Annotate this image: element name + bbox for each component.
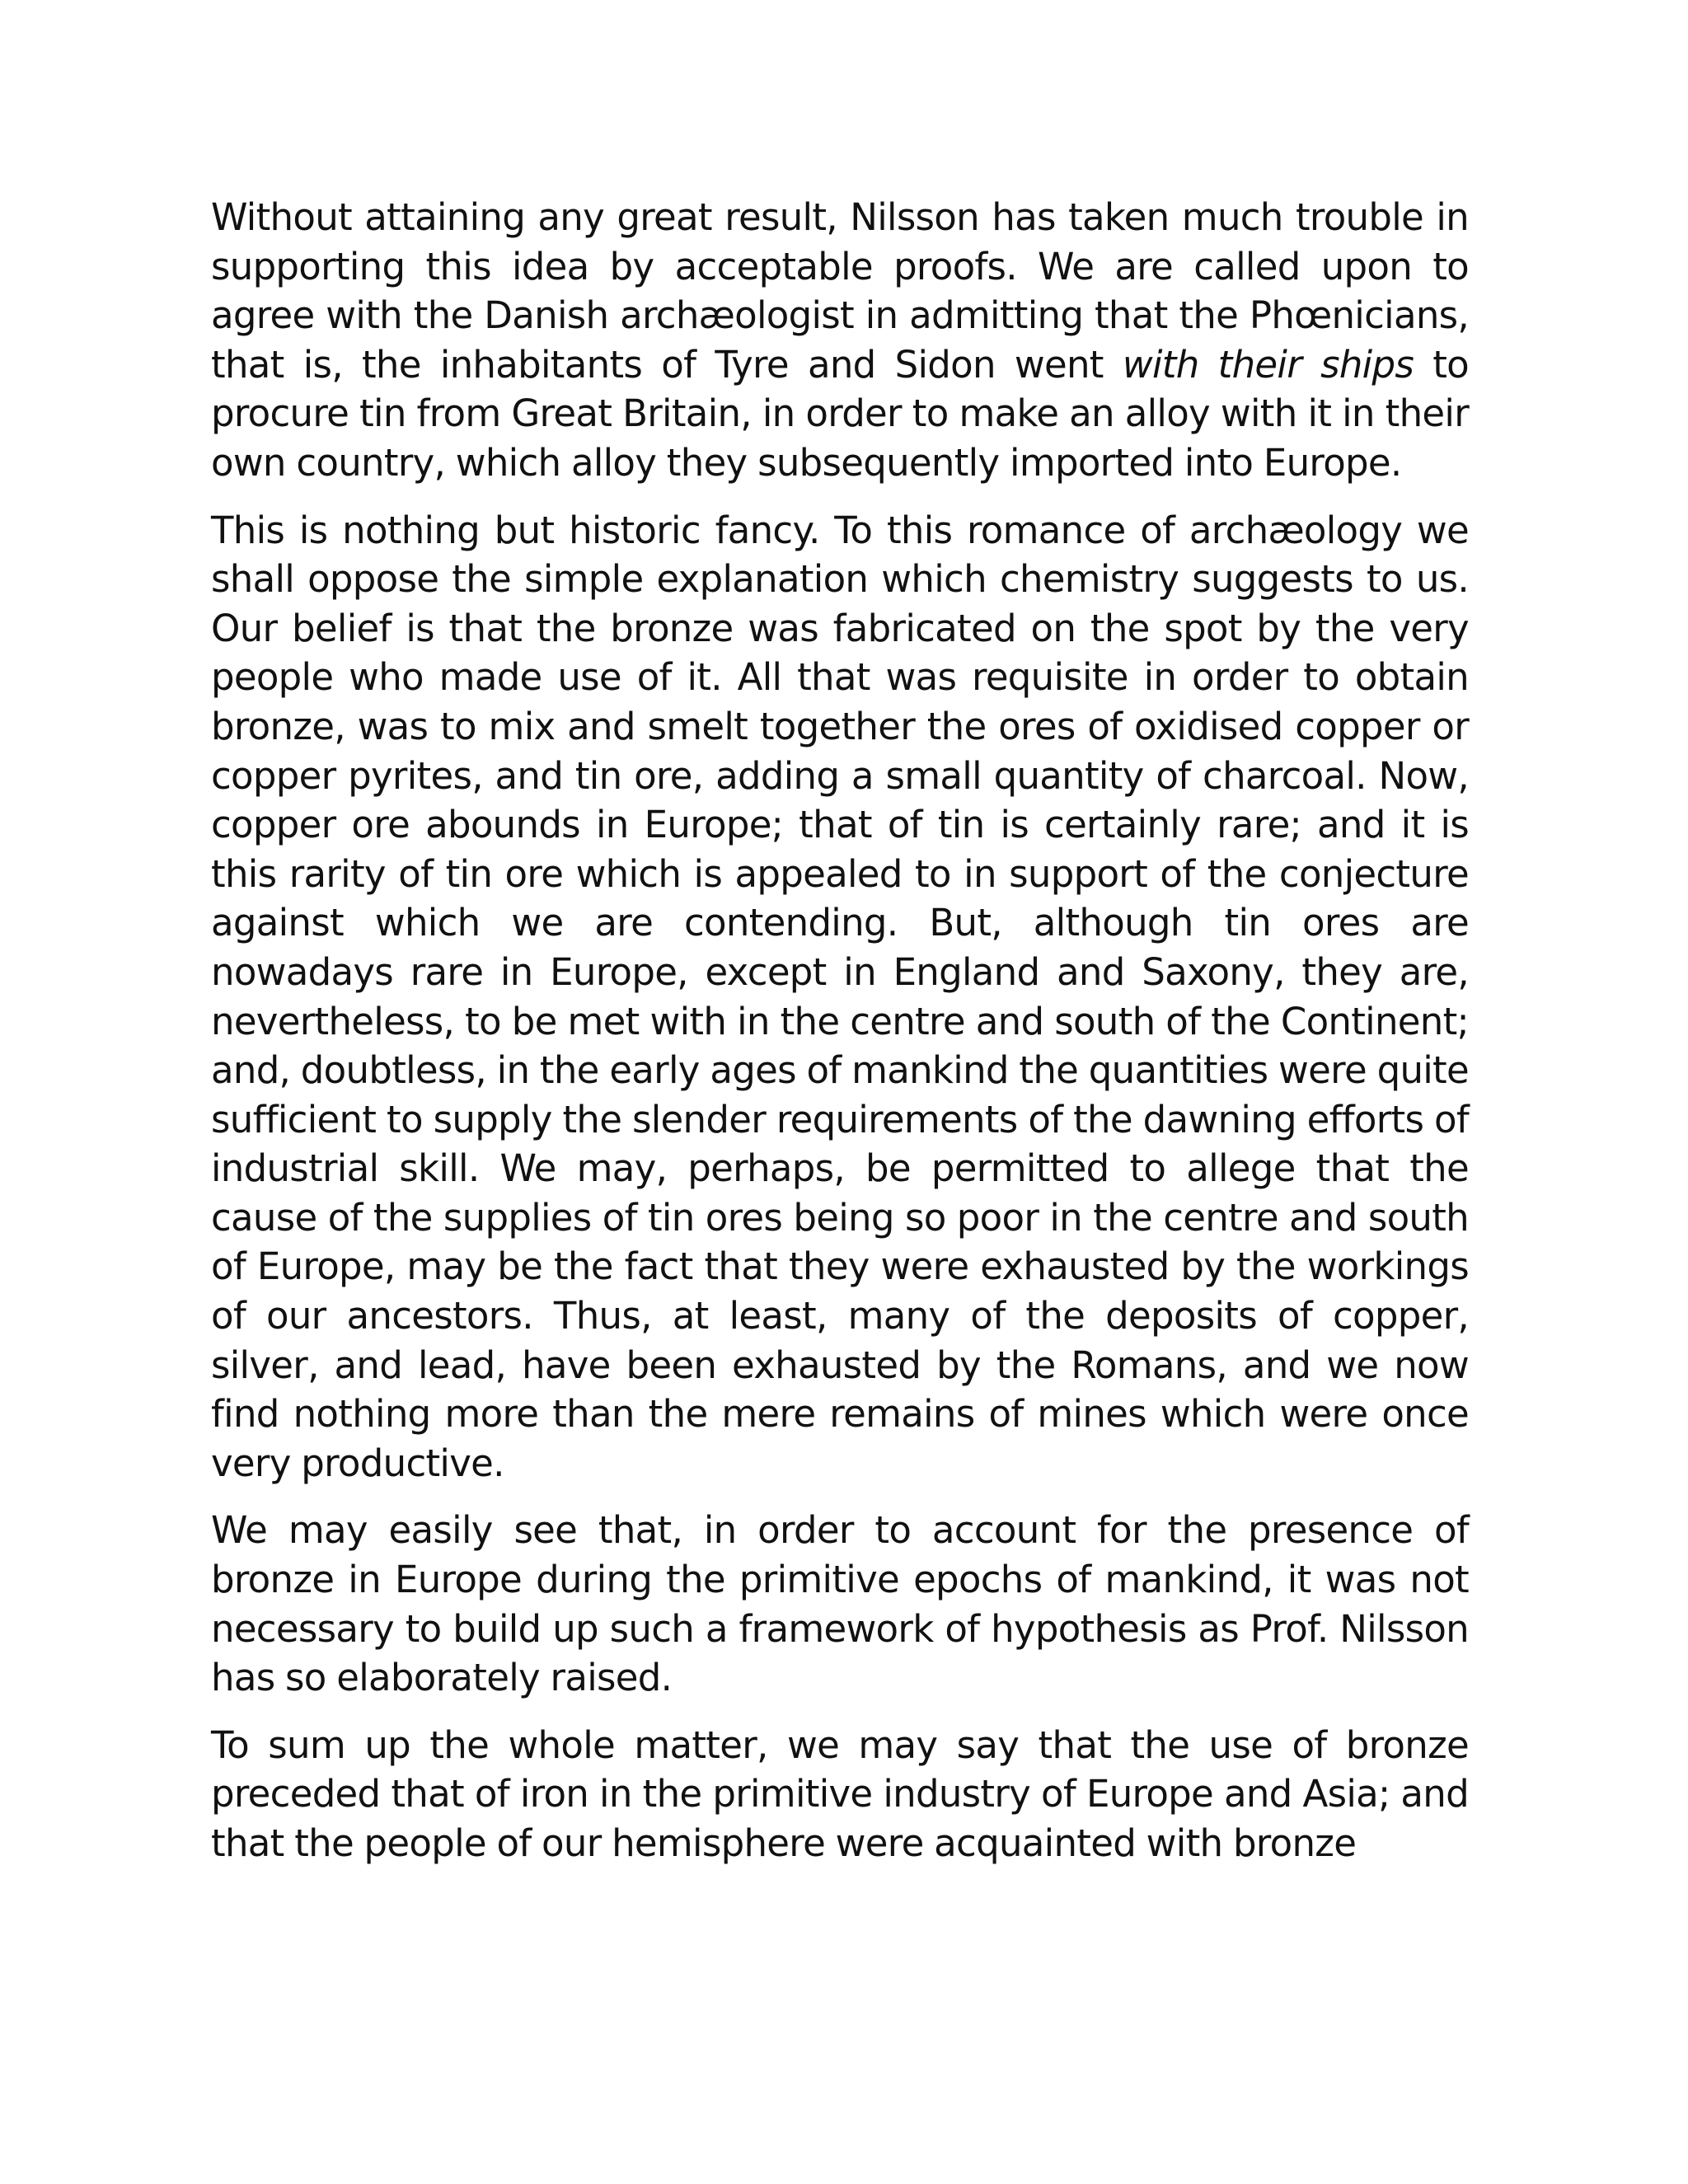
paragraph-1-italic-phrase: with their ships	[1122, 342, 1414, 387]
paragraph-2: This is nothing but historic fancy. To this romance of archæology we shall oppose the simple explanation which chemistry suggests to us. Our belief is that the bronze was fabricated on the spot by the very people who made use of it. All that was requisite in order to obtain bronze, was to mix and smelt together the ores of oxidised copper or copper pyrites, and tin ore, adding a small quantity of charcoal. Now, copper ore abounds in Europe; that of tin is certainly rare; and it is this rarity of tin ore which is appealed to in support of the conjecture against which we are contending. But, although tin ores are nowadays rare in Europe, except in England and Saxony, they are, nevertheless, to be met with in the centre and south of the Continent; and, doubtless, in the early ages of mankind the quantities were quite sufficient to supply the slender requirements of the dawning efforts of industrial skill. We may, perhaps, be permitted to allege that the cause of the supplies of tin ores being so poor in the centre and south of Europe, may be the fact that they were exhausted by the workings of our ancestors. Thus, at least, many of the deposits of copper, silver, and lead, have been exhausted by the Romans, and we now find nothing more than the mere remains of mines which were once very productive.	[211, 508, 1469, 1485]
paragraph-1-text-start: Without attaining any great result, Nilsson has taken much trouble in supporting this idea by acceptable proofs. We are called upon to agree with the Danish archæologist in admitting that the Phœnicians, that is, the inhabitants of Tyre and Sidon went	[211, 195, 1469, 387]
paragraph-1	[211, 193, 1469, 488]
body-text	[211, 193, 1469, 1886]
paragraph-3: We may easily see that, in order to account for the presence of bronze in Europe during the primitive epochs of mankind, it was not necessary to build up such a framework of hypothesis as Prof. Nilsson has so elaborately raised.	[211, 1508, 1469, 1700]
paragraph-4: To sum up the whole matter, we may say that the use of bronze preceded that of iron in the primitive industry of Europe and Asia; and that the people of our hemisphere were acquainted with bronze	[211, 1722, 1469, 1865]
paragraph-1-text-end: to procure tin from Great Britain, in order to make an alloy with it in their own country, which alloy they subsequently imported into Europe.	[211, 342, 1469, 485]
